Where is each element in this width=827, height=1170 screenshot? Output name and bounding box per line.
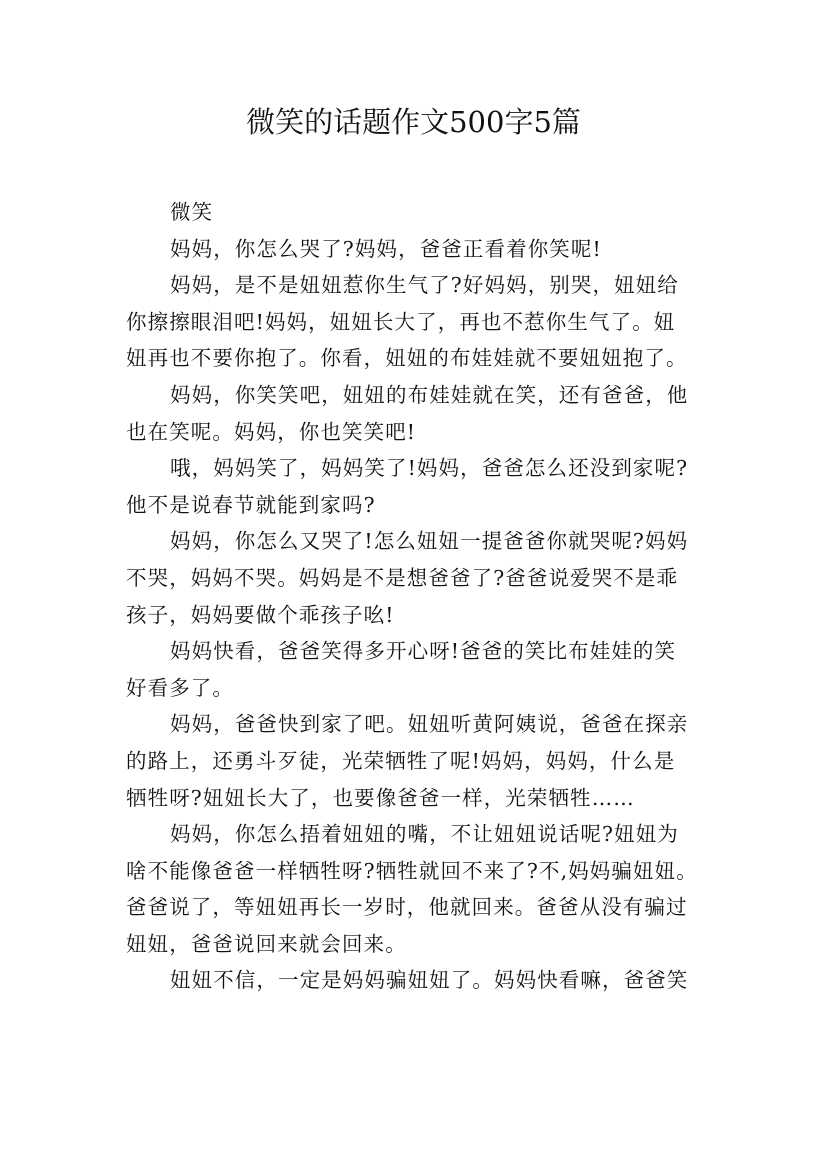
text-line: 哦，妈妈笑了，妈妈笑了!妈妈，爸爸怎么还没到家呢?	[170, 456, 689, 481]
text-line: 也在笑呢。妈妈，你也笑笑吧!	[126, 419, 417, 444]
text-line: 妞再也不要你抱了。你看，妞妞的布娃娃就不要妞妞抱了。	[126, 346, 688, 371]
text-line: 孩子，妈妈要做个乖孩子吆!	[126, 602, 395, 627]
text-line: 微笑	[170, 200, 214, 224]
text-line: 你擦擦眼泪吧!妈妈，妞妞长大了，再也不惹你生气了。妞	[126, 309, 676, 334]
text-line: 妈妈，你怎么又哭了!怎么妞妞一提爸爸你就哭呢?妈妈	[170, 529, 689, 554]
text-line: 不哭，妈妈不哭。妈妈是不是想爸爸了?爸爸说爱哭不是乖	[126, 565, 679, 590]
text-line: 啥不能像爸爸一样牺牲呀?牺牲就回不来了?不,妈妈骗妞妞。	[126, 858, 698, 883]
text-line: 妈妈，你笑笑吧，妞妞的布娃娃就在笑，还有爸爸，他	[170, 382, 689, 407]
text-line: 爸爸说了，等妞妞再长一岁时，他就回来。爸爸从没有骗过	[126, 895, 688, 920]
text-line: 妈妈，你怎么捂着妞妞的嘴，不让妞妞说话呢?妞妞为	[170, 822, 679, 847]
text-line: 的路上，还勇斗歹徒，光荣牺牲了呢!妈妈，妈妈，什么是	[126, 748, 676, 773]
text-line: 妈妈，爸爸快到家了吧。妞妞听黄阿姨说，爸爸在探亲	[170, 712, 689, 737]
text-line: 妈妈，是不是妞妞惹你生气了?好妈妈，别哭，妞妞给	[170, 273, 679, 298]
text-line: 牺牲呀?妞妞长大了，也要像爸爸一样，光荣牺牲……	[126, 785, 635, 810]
text-line: 他不是说春节就能到家吗?	[126, 492, 376, 517]
text-line: 妞妞，爸爸说回来就会回来。	[126, 931, 407, 956]
text-line: 好看多了。	[126, 675, 234, 700]
text-line: 妞妞不信，一定是妈妈骗妞妞了。妈妈快看嘛，爸爸笑	[170, 968, 689, 993]
document-body	[126, 195, 711, 1000]
document-title: 微笑的话题作文500字5篇	[246, 105, 581, 139]
text-line: 妈妈快看，爸爸笑得多开心呀!爸爸的笑比布娃娃的笑	[170, 639, 677, 664]
text-line: 妈妈，你怎么哭了?妈妈，爸爸正看着你笑呢!	[170, 236, 602, 261]
